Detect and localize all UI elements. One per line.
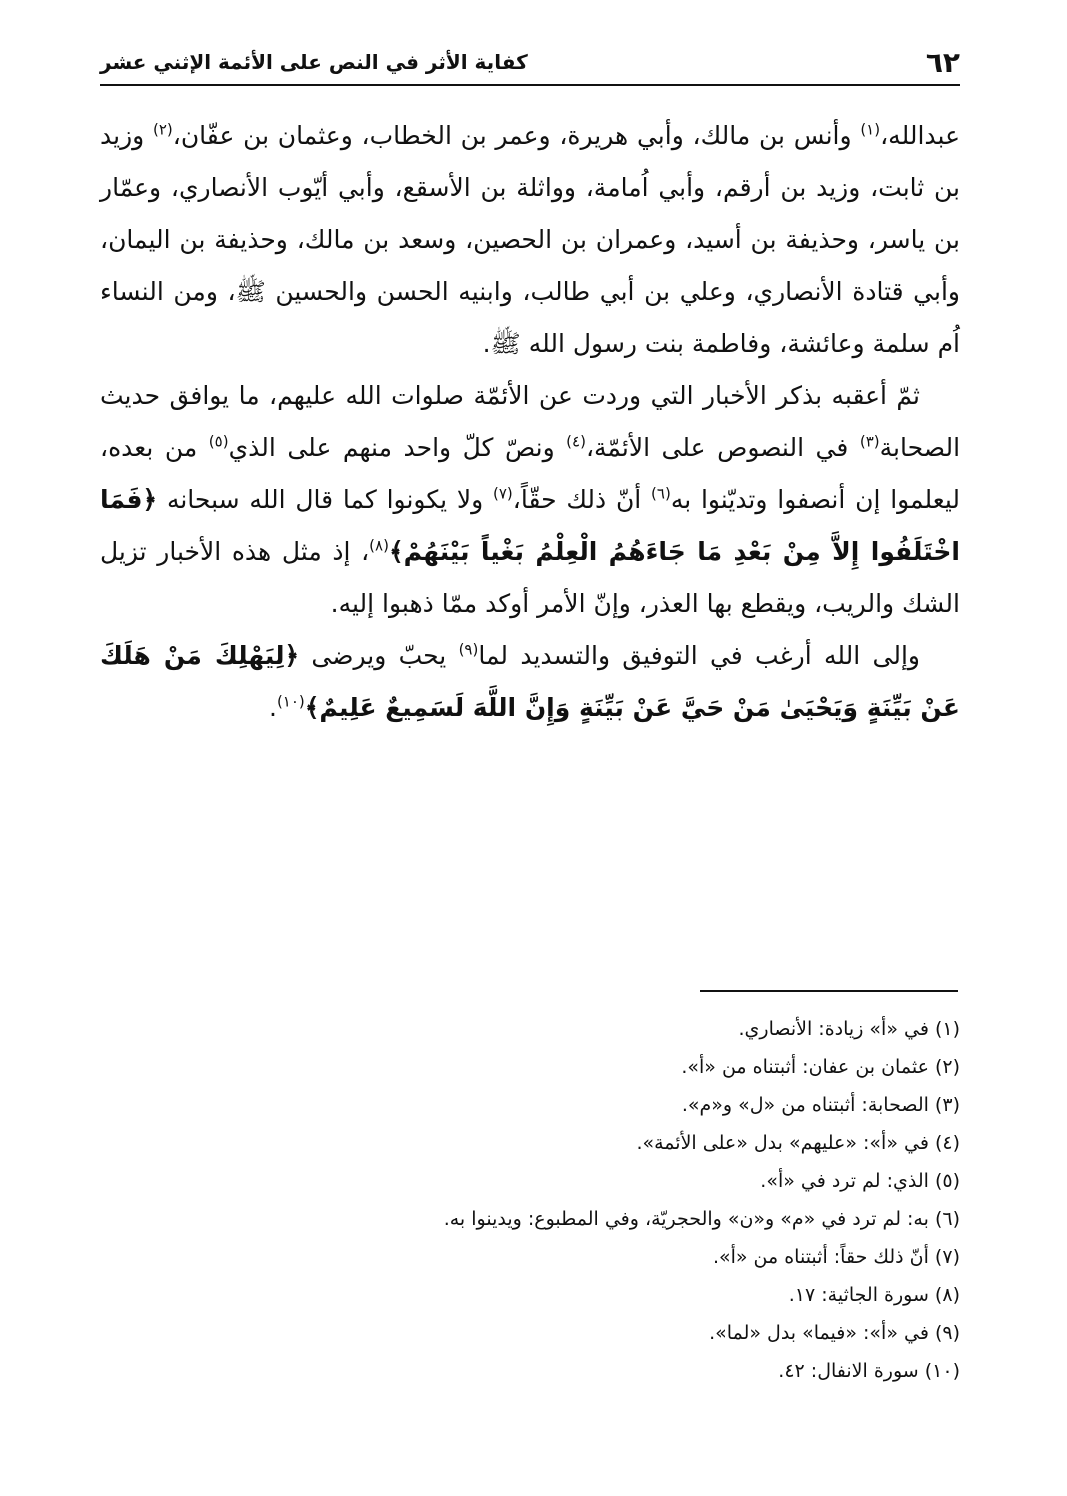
footnote-ref-2: (٢) xyxy=(152,120,173,139)
footnote-ref-5: (٥) xyxy=(208,432,229,451)
text-run: عبدالله، xyxy=(880,121,960,150)
text-run: من بعده، ليعلموا إن أنصفوا وتديّنوا به xyxy=(100,433,961,514)
text-run: في النصوص على الأئمّة، xyxy=(585,433,860,462)
quran-quote-1: ﴿فَمَا اخْتَلَفُوا إِلاَّ مِنْ بَعْدِ مَا جَاءَهُمُ الْعِلْمُ بَغْياً بَيْنَهُمْ﴾ xyxy=(100,485,960,566)
text-run: . xyxy=(268,693,277,722)
main-text xyxy=(100,110,960,734)
text-run: ونصّ كلّ واحد منهم على الذي xyxy=(228,433,567,462)
paragraph-2 xyxy=(100,370,960,630)
footnote-separator xyxy=(700,990,958,992)
footnote-7: (٧) أنّ ذلك حقاً: أثبتناه من «أ». xyxy=(712,1246,960,1268)
page-number: ٦٢ xyxy=(925,46,960,79)
footnotes xyxy=(100,1010,960,1390)
text-run: يحبّ ويرضى xyxy=(299,641,459,670)
footnote-ref-4: (٤) xyxy=(566,432,586,451)
quran-quote-2: ﴿لِيَهْلِكَ مَنْ هَلَكَ عَنْ بَيِّنَةٍ وَيَحْيَىٰ مَنْ حَيَّ عَنْ بَيِّنَةٍ وَإِنَّ اللَّهَ لَسَمِيعٌ عَلِيمٌ﴾ xyxy=(100,641,960,722)
footnote-4: (٤) في «أ»: «عليهم» بدل «على الأئمة». xyxy=(636,1132,960,1154)
running-header xyxy=(100,40,960,86)
footnote-ref-6: (٦) xyxy=(651,484,671,503)
text-run: وزيد بن ثابت، وزيد بن أرقم، وأبي اُمامة، وواثلة بن الأسقع، وأبي أيّوب الأنصاري، وعمّار بن ياسر، وحذيفة بن أسيد، وعمران بن الحصين، وسعد بن مالك، وحذيفة بن اليمان، وأبي قتادة الأنصاري، وعلي بن أبي طالب، وابنيه الحسن والحسين ﷺ، ومن النساء اُم سلمة وعائشة، وفاطمة بنت رسول الله ﷺ. xyxy=(100,121,960,358)
footnote-9: (٩) في «أ»: «فيما» بدل «لما». xyxy=(709,1322,960,1344)
footnote-1: (١) في «أ» زيادة: الأنصاري. xyxy=(738,1018,960,1040)
footnote-ref-3: (٣) xyxy=(859,432,880,451)
text-run: ولا يكونوا كما قال الله سبحانه xyxy=(157,485,493,514)
running-title: كفاية الأثر في النص على الأئمة الإثني عشر xyxy=(100,50,528,74)
footnote-ref-7: (٧) xyxy=(493,484,513,503)
text-run: وأنس بن مالك، وأبي هريرة، وعمر بن الخطاب، وعثمان بن عفّان، xyxy=(172,121,861,150)
paragraph-3 xyxy=(100,630,960,734)
footnote-ref-1: (١) xyxy=(860,120,881,139)
footnote-ref-9: (٩) xyxy=(458,640,479,659)
text-run: أنّ ذلك حقّاً، xyxy=(512,485,652,514)
footnote-ref-10: (١٠) xyxy=(276,692,305,711)
footnote-3: (٣) الصحابة: أثبتناه من «ل» و«م». xyxy=(681,1094,960,1116)
text-run: ثمّ أعقبه بذكر الأخبار التي وردت عن الأئمّة صلوات الله عليهم، ما يوافق حديث الصحابة xyxy=(100,381,961,462)
header-rule xyxy=(100,84,960,86)
footnote-6: (٦) به: لم ترد في «م» و«ن» والحجريّة، وفي المطبوع: ويدينوا به. xyxy=(443,1208,960,1230)
paragraph-1 xyxy=(100,110,960,370)
text-run: وإلى الله أرغب في التوفيق والتسديد لما xyxy=(478,641,920,670)
footnote-10: (١٠) سورة الانفال: ٤٢. xyxy=(778,1360,960,1382)
footnote-5: (٥) الذي: لم ترد في «أ». xyxy=(760,1170,960,1192)
text-run: ، إذ مثل هذه الأخبار تزيل الشك والريب، ويقطع بها العذر، وإنّ الأمر أوكد ممّا ذهبوا إليه. xyxy=(100,537,960,618)
footnote-8: (٨) سورة الجاثية: ١٧. xyxy=(788,1284,960,1306)
footnote-2: (٢) عثمان بن عفان: أثبتناه من «أ». xyxy=(681,1056,960,1078)
footnote-ref-8: (٨) xyxy=(369,536,389,555)
